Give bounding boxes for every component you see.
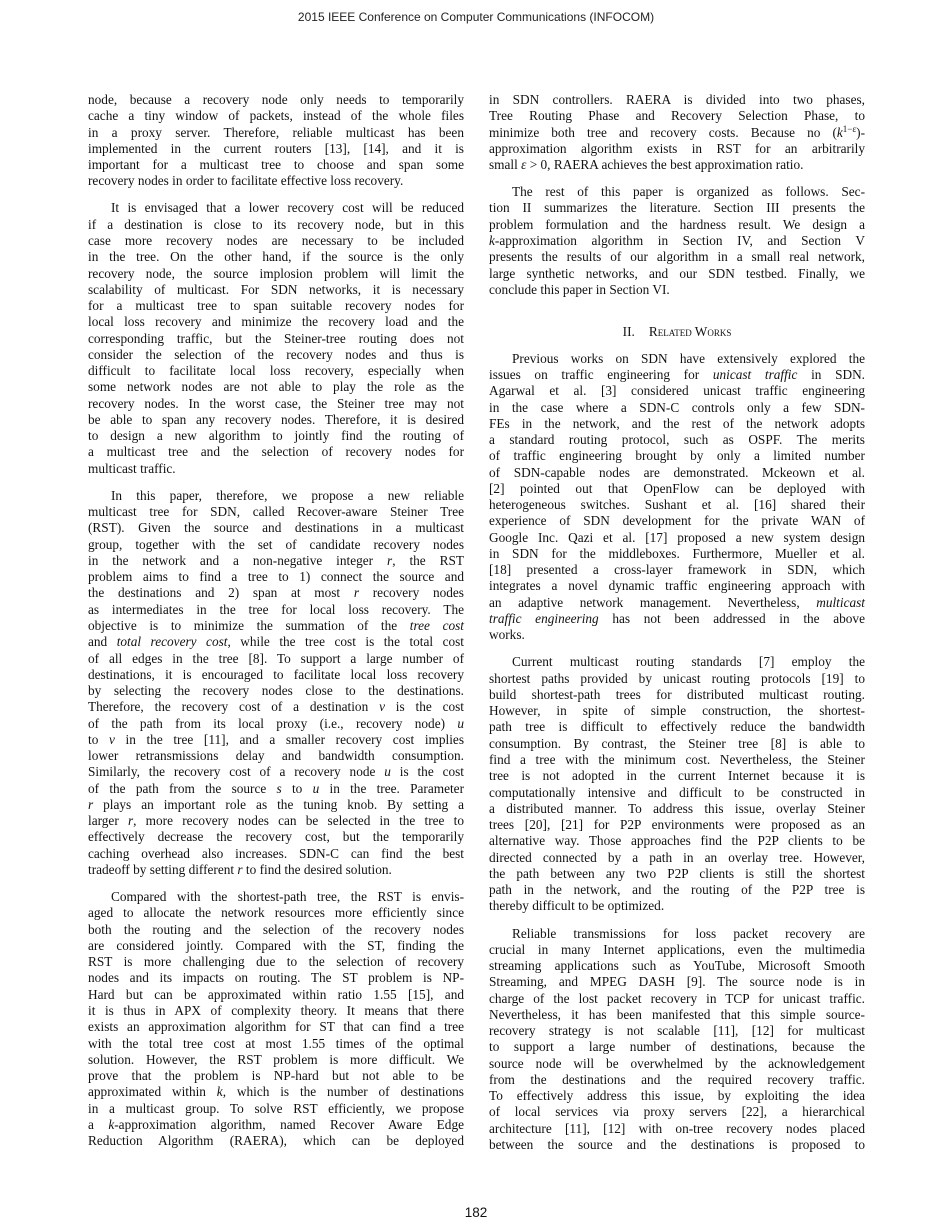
text-line: [2] pointed out that OpenFlow can be deployed with — [489, 480, 865, 496]
text-line: corresponding traffic, but the Steiner-tree routing does not — [88, 330, 464, 346]
text-line: to design a new algorithm to jointly find the routing of — [88, 428, 464, 444]
italic-text: v — [108, 731, 115, 747]
text-line: some network nodes are not able to play the role as the — [88, 379, 464, 395]
text-line: group, together with the set of candidate recovery nodes — [88, 536, 464, 552]
text-line: traffic engineering has not been addressed in the above — [489, 610, 865, 626]
text-line: solution. However, the RST problem is more difficult. We — [88, 1051, 464, 1067]
text-line: problem aims to find a tree to 1) connect the source and — [88, 569, 464, 585]
italic-text: multicast — [816, 594, 865, 610]
text-line: crucial in many Internet applications, even the multimedia — [489, 941, 865, 957]
text-line: computationally intensive and difficult to be constructed in — [489, 784, 865, 800]
text-line: in a proxy server. Therefore, reliable multicast has been — [88, 124, 464, 140]
italic-text: r — [88, 796, 94, 812]
text-line: for a multicast tree to span suitable recovery nodes for — [88, 298, 464, 314]
text-line: In this paper, therefore, we propose a new reliable — [111, 487, 464, 503]
text-line: consider the selection of the recovery nodes and thus is — [88, 346, 464, 362]
text-line: an adaptive network management. Nevertheless, multicast — [489, 594, 865, 610]
text-line: FEs in the network, and the rest of the network adopts — [489, 415, 865, 431]
left-column — [88, 92, 464, 1160]
text-line: works. — [489, 627, 525, 643]
text-line: streaming applications such as YouTube, Microsoft Smooth — [489, 958, 865, 974]
text-line: nodes and its impacts on routing. The ST problem is NP- — [88, 970, 464, 986]
text-line: of SDN-capable nodes are demonstrated. Mckeown et al. — [489, 464, 865, 480]
paragraph — [88, 92, 464, 190]
text-line: alternative way. Those approaches find the P2P clients to be — [489, 833, 865, 849]
text-line: The rest of this paper is organized as follows. Sec- — [512, 184, 865, 200]
text-line: caching overhead also increases. SDN-C can find the best — [88, 845, 464, 861]
italic-text: k — [836, 124, 843, 140]
text-line: shortest paths provided by unicast routing protocols [19] to — [489, 670, 865, 686]
section-heading — [489, 324, 865, 340]
text-line: issues on traffic engineering for unicast traffic in SDN. — [489, 366, 865, 382]
text-line: Therefore, the recovery cost of a destination v is the cost — [88, 699, 464, 715]
text-line: effectively decrease the recovery cost, but the temporarily — [88, 829, 464, 845]
text-line: tree is not adopted in the current Internet because it is — [489, 768, 865, 784]
text-line: tion II summarizes the literature. Section III presents the — [489, 200, 865, 216]
text-line: multicast tree for SDN, called Recover-aware Steiner Tree — [88, 504, 464, 520]
italic-text: r — [237, 862, 243, 877]
text-line: by selecting the recovery nodes close to the destinations. — [88, 683, 464, 699]
text-line: Nevertheless, it has been manifested that this simple source- — [489, 1006, 865, 1022]
text-line: Streaming, and MPEG DASH [9]. The source node is in — [489, 974, 865, 990]
text-line: objective is to minimize the summation of the tree cost — [88, 618, 464, 634]
text-line: build shortest-path trees for distributed multicast routing. — [489, 686, 865, 702]
text-line: are considered jointly. Compared with the ST, finding the — [88, 937, 464, 953]
text-line: conclude this paper in Section VI. — [489, 281, 670, 297]
text-line: recovery nodes. In the worst case, the Steiner tree may not — [88, 395, 464, 411]
text-line: case more recovery nodes are necessary to be included — [88, 233, 464, 249]
text-line: from the destinations and the required recovery traffic. — [489, 1071, 865, 1087]
running-header: 2015 IEEE Conference on Computer Communications (INFOCOM) — [297, 10, 655, 24]
text-line: find a tree with the minimum cost. Nevertheless, the Steiner — [489, 751, 865, 767]
text-line: important for a multicast tree to choose and span some — [88, 157, 464, 173]
text-line: minimize both tree and recovery costs. Because no $(k^{1-\varepsilon})-$ — [489, 123, 865, 140]
text-line: of local services via proxy servers [22], a hierarchical — [489, 1104, 865, 1120]
text-line: Google Inc. Qazi et al. [17] proposed a new system design — [489, 529, 865, 545]
text-line: larger r, more recovery nodes can be selected in the tree to — [88, 813, 464, 829]
italic-text: k — [489, 233, 495, 249]
text-line: in the tree. On the other hand, if the source is the only — [88, 249, 464, 265]
text-line: [18] presented a cross-layer framework in SDN, which — [489, 562, 865, 578]
paragraph — [489, 654, 865, 914]
text-line: in a multicast group. To solve RST efficiently, we propose — [88, 1100, 464, 1116]
text-line: of traffic engineering brought by only a limited number — [489, 448, 865, 464]
italic-text: u — [457, 715, 464, 731]
text-line: of all edges in the tree [8]. To support a large number of — [88, 650, 464, 666]
text-line: thereby difficult to be optimized. — [489, 898, 665, 914]
text-line: to v in the tree [11], and a smaller recovery cost implies — [88, 731, 464, 747]
text-line: if a destination is close to its recovery node, but in this — [88, 216, 464, 232]
text-line: and total recovery cost, while the tree cost is the total cost — [88, 634, 464, 650]
text-line: a multicast tree and the selection of recovery nodes for — [88, 444, 464, 460]
text-line: experience of SDN development for the private WAN of — [489, 513, 865, 529]
text-line: approximation algorithm exists in RST for an arbitrarily — [489, 140, 865, 156]
text-line: cache a tiny window of packets, instead of the whole files — [88, 108, 464, 124]
text-line: tradeoff by setting different r to find the desired solution. — [88, 862, 392, 877]
text-line: Reduction Algorithm (RAERA), which can be deployed — [88, 1133, 464, 1149]
text-line: the destinations and 2) span at most r recovery nodes — [88, 585, 464, 601]
paragraph — [88, 889, 464, 1149]
italic-text: k — [216, 1084, 223, 1100]
text-line: both the routing and the selection of the recovery nodes — [88, 921, 464, 937]
italic-text: traffic engineering — [489, 610, 599, 626]
text-line: scalability of multicast. For SDN networks, it is necessary — [88, 281, 464, 297]
text-line: source node will be overwhelmed by the acknowledgement — [489, 1055, 865, 1071]
text-line: integrates a novel dynamic traffic engineering approach with — [489, 578, 865, 594]
paragraph — [88, 200, 464, 477]
italic-text: k — [108, 1116, 115, 1132]
text-line: architecture [11], [12] with on-tree recovery nodes placed — [489, 1120, 865, 1136]
text-line: Reliable transmissions for loss packet recovery are — [512, 925, 865, 941]
text-line: It is envisaged that a lower recovery cost will be reduced — [111, 200, 464, 216]
text-line: in the case where a SDN-C controls only a few SDN- — [489, 399, 865, 415]
text-line: implemented in the current routers [13], [14], and it is — [88, 140, 464, 156]
text-line: small ε > 0, RAERA achieves the best approximation ratio. — [489, 157, 804, 173]
text-line: it is thus in APX of complexity theory. It means that there — [88, 1003, 464, 1019]
text-line: in the network and a non-negative integer r, the RST — [88, 552, 464, 568]
text-line: However, in spite of simple construction, the shortest- — [489, 703, 865, 719]
text-line: as intermediates in the tree for local loss recovery. The — [88, 601, 464, 617]
text-line: approximated within k, which is the number of destinations — [88, 1084, 464, 1100]
text-line: node, because a recovery node only needs to temporarily — [88, 92, 464, 107]
section-title: Related Works — [648, 323, 732, 339]
italic-text: unicast traffic — [712, 366, 798, 382]
italic-text: total recovery cost — [116, 634, 228, 650]
text-line: multicast traffic. — [88, 460, 176, 476]
text-line: destinations, it is encouraged to facilitate local loss recovery — [88, 666, 464, 682]
text-line: Compared with the shortest-path tree, the RST is envis- — [111, 889, 464, 905]
text-line: Previous works on SDN have extensively explored the — [512, 350, 865, 366]
text-line: (RST). Given the source and destinations in a multicast — [88, 520, 464, 536]
text-line: Tree Routing Phase and Recovery Selection Phase, to — [489, 108, 865, 124]
text-line: r plays an important role as the tuning knob. By setting a — [88, 796, 464, 812]
text-line: in SDN for the middleboxes. Furthermore, Mueller et al. — [489, 545, 865, 561]
text-line: Similarly, the recovery cost of a recovery node u is the cost — [88, 764, 464, 780]
text-line: with the total tree cost at most 1.55 times of the optimal — [88, 1035, 464, 1051]
paragraph — [489, 926, 865, 1154]
text-line: To effectively address this issue, by exploiting the idea — [489, 1088, 865, 1104]
text-line: trees [20], [21] for P2P environments were proposed as an — [489, 817, 865, 833]
italic-text: r — [387, 552, 393, 568]
text-line: Agarwal et al. [3] considered unicast traffic engineering — [489, 383, 865, 399]
text-line: aged to allocate the network resources more efficiently since — [88, 905, 464, 921]
text-line: directed connected by a path in an overlay tree. However, — [489, 849, 865, 865]
text-line: recovery strategy is not scalable [11], [12] for multicast — [489, 1023, 865, 1039]
italic-text: s — [276, 780, 282, 796]
text-line: to support a large number of destinations, because the — [489, 1039, 865, 1055]
italic-text: u — [312, 780, 320, 796]
text-line: recovery node, the source implosion problem will limit the — [88, 265, 464, 281]
text-line: difficult to facilitate local loss recovery, especially when — [88, 363, 464, 379]
italic-text: u — [384, 764, 391, 780]
text-line: Hard but can be approximated within ratio 1.55 [15], and — [88, 986, 464, 1002]
text-line: local loss recovery and minimize the recovery load and the — [88, 314, 464, 330]
text-line: of the path from the source s to u in the tree. Parameter — [88, 780, 464, 796]
page-number: 182 — [464, 1205, 488, 1220]
text-line: a k-approximation algorithm, named Recover Aware Edge — [88, 1116, 464, 1132]
right-column — [489, 92, 865, 1164]
italic-text: tree cost — [409, 618, 464, 634]
text-line: a distributed manner. To address this issue, overlay Steiner — [489, 800, 865, 816]
text-line: Current multicast routing standards [7] employ the — [512, 654, 865, 670]
text-line: path in the network, and the routing of the P2P tree is — [489, 882, 865, 898]
text-line: problem formulation and the hardness result. We design a — [489, 216, 865, 232]
italic-text: r — [353, 585, 360, 601]
text-line: recovery nodes in order to facilitate effective loss recovery. — [88, 173, 404, 189]
italic-text: v — [379, 699, 385, 715]
text-line: RST is more challenging due to the selection of recovery — [88, 954, 464, 970]
text-line: presents the results of our algorithm in a small real network, — [489, 249, 865, 265]
paragraph — [489, 351, 865, 644]
text-line: the path between any two P2P clients is still the shortest — [489, 865, 865, 881]
italic-text: r — [127, 813, 134, 829]
text-line: charge of the lost packet recovery in TCP for unicast traffic. — [489, 990, 865, 1006]
text-line: lower retransmissions delay and bandwidth consumption. — [88, 748, 464, 764]
text-line: heterogeneous switches. Sushant et al. [16] shared their — [489, 497, 865, 513]
paragraph — [88, 488, 464, 878]
text-line: exists an approximation algorithm for ST that can find a tree — [88, 1019, 464, 1035]
paragraph — [489, 92, 865, 173]
text-line: be able to span any recovery nodes. Therefore, it is desired — [88, 411, 464, 427]
text-line: of the path from its local proxy (i.e., recovery node) u — [88, 715, 464, 731]
text-line: consumption. By contrast, the Steiner tree [8] is able to — [489, 735, 865, 751]
text-line: k-approximation algorithm in Section IV, and Section V — [489, 233, 865, 249]
superscript: 1−ε — [842, 123, 857, 134]
text-line: in SDN controllers. RAERA is divided into two phases, — [489, 92, 865, 107]
text-line: path tree is difficult to effectively reduce the bandwidth — [489, 719, 865, 735]
text-line: large synthetic networks, and our SDN testbed. Finally, we — [489, 265, 865, 281]
italic-text: ε — [521, 157, 527, 173]
section-number: II. — [622, 323, 635, 339]
paragraph — [489, 184, 865, 298]
text-line: a standard routing protocol, such as OSPF. The merits — [489, 432, 865, 448]
text-line: prove that the problem is NP-hard but not able to be — [88, 1068, 464, 1084]
text-line: between the source and the destinations is proposed to — [489, 1136, 865, 1152]
